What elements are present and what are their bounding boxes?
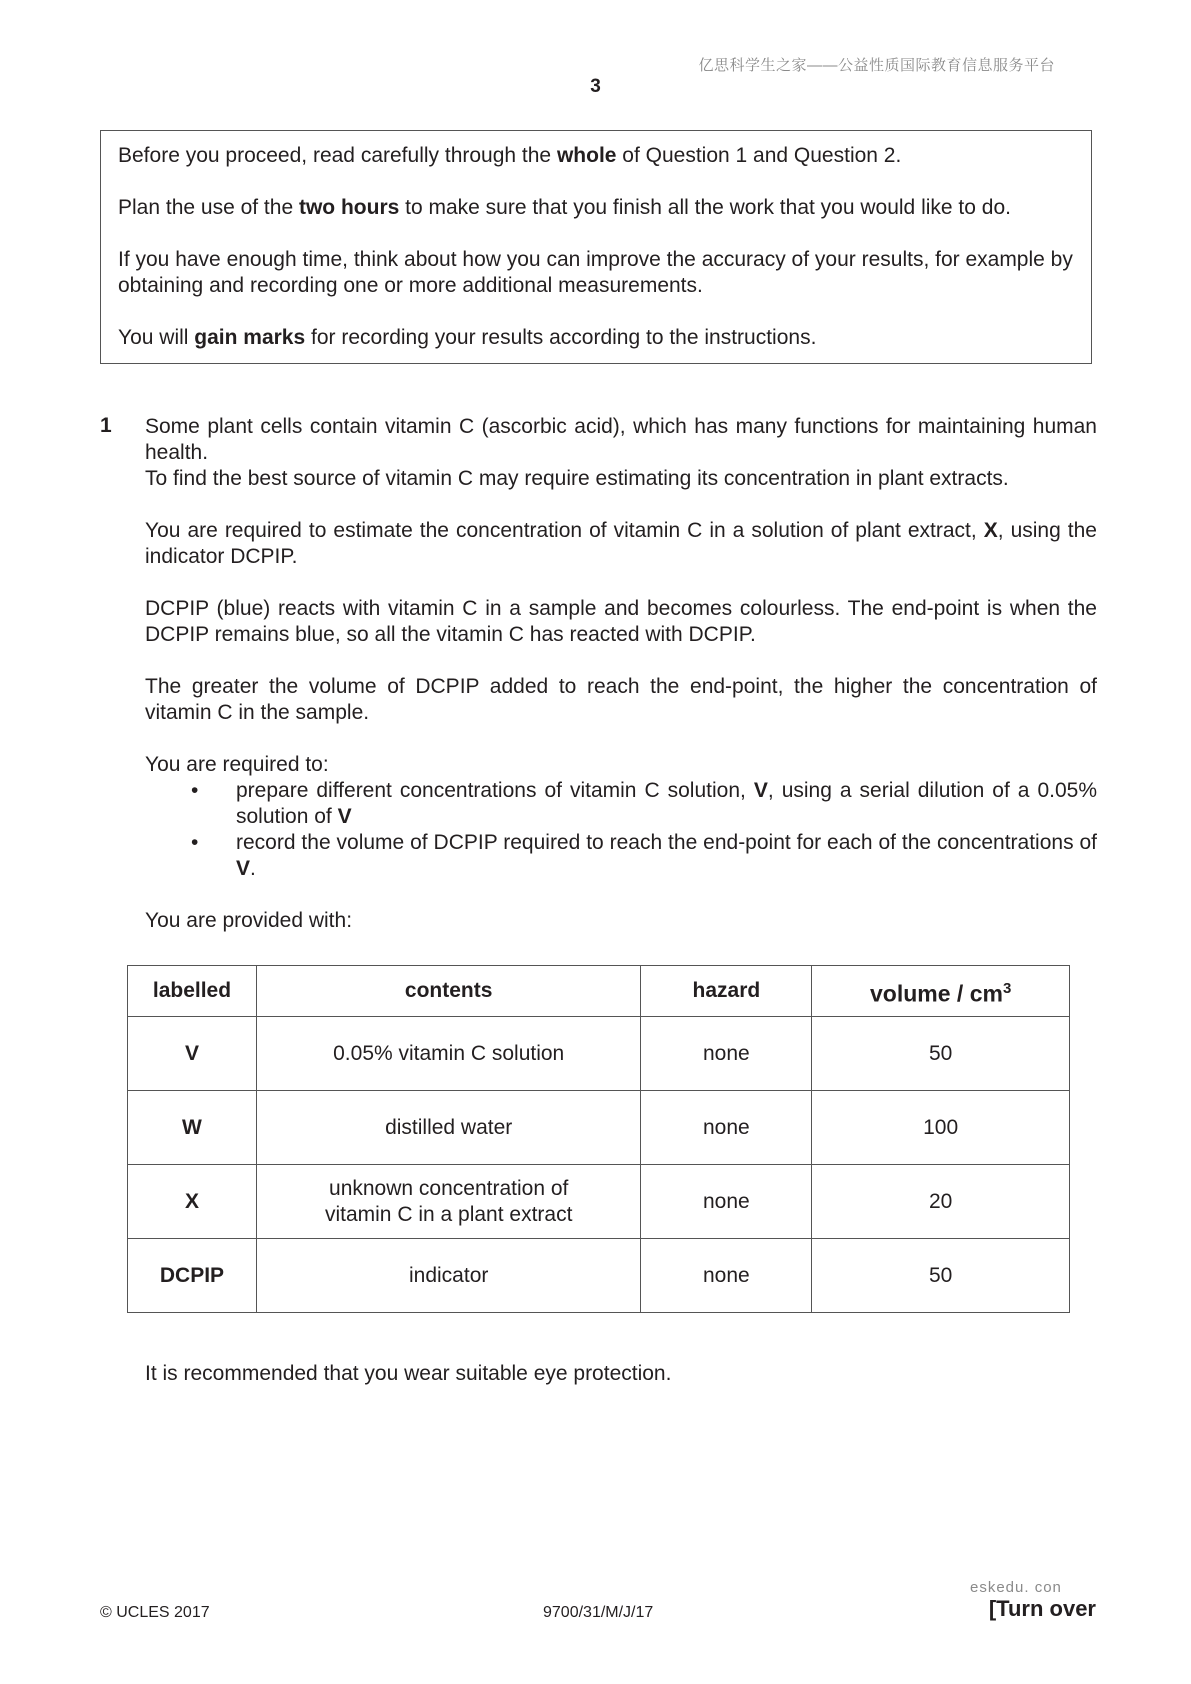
cell-contents: indicator xyxy=(256,1239,641,1313)
footer-watermark: eskedu. con xyxy=(970,1579,1062,1596)
question-task: You are required to estimate the concentration of vitamin C in a solution of plant extract, X, using the indicator DCPIP. xyxy=(145,519,1097,568)
footer-paper-code: 9700/31/M/J/17 xyxy=(543,1604,654,1621)
instruction-gain-marks: You will gain marks for recording your results according to the instructions. xyxy=(118,326,817,349)
cell-volume: 20 xyxy=(812,1165,1070,1239)
header-watermark: 亿思科学生之家——公益性质国际教育信息服务平台 xyxy=(698,57,1055,74)
footer-copyright: © UCLES 2017 xyxy=(100,1604,210,1621)
cell-hazard: none xyxy=(641,1017,812,1091)
question-intro: Some plant cells contain vitamin C (ascorbic acid), which has many functions for maintaining human health. xyxy=(145,415,1097,464)
instruction-accuracy: If you have enough time, think about how you can improve the accuracy of your results, for example by obtaining and recording one or more additional measurements. xyxy=(118,248,1073,297)
required-list xyxy=(145,778,1097,882)
cell-labelled: X xyxy=(128,1165,257,1239)
question-volume-info: The greater the volume of DCPIP added to reach the end-point, the higher the concentration of vitamin C in the sample. xyxy=(145,675,1097,724)
cell-volume: 100 xyxy=(812,1091,1070,1165)
cell-labelled: DCPIP xyxy=(128,1239,257,1313)
instructions-box xyxy=(100,130,1092,364)
turn-over-label: [Turn over xyxy=(988,1596,1096,1621)
list-item: • record the volume of DCPIP required to reach the end-point for each of the concentrations of V. xyxy=(191,831,1097,880)
column-header-hazard: hazard xyxy=(641,966,812,1017)
question-body xyxy=(145,414,1097,934)
column-header-volume: volume / $cm^3$ xyxy=(812,966,1070,1017)
cell-labelled: W xyxy=(128,1091,257,1165)
instruction-plan-time: Plan the use of the two hours to make sure that you finish all the work that you would like to do. xyxy=(118,196,1011,219)
table-row xyxy=(128,1017,1070,1091)
eye-protection-note: It is recommended that you wear suitable eye protection. xyxy=(145,1362,672,1385)
cell-volume: 50 xyxy=(812,1239,1070,1313)
question-number: 1 xyxy=(100,414,112,437)
provided-label: You are provided with: xyxy=(145,909,353,932)
question-intro-source: To find the best source of vitamin C may require estimating its concentration in plant extracts. xyxy=(145,467,1009,490)
table-row xyxy=(128,1239,1070,1313)
bullet-icon: • xyxy=(191,779,199,802)
required-label: You are required to: xyxy=(145,753,329,776)
cell-labelled: V xyxy=(128,1017,257,1091)
cell-contents: 0.05% vitamin C solution xyxy=(256,1017,641,1091)
table-row xyxy=(128,1165,1070,1239)
column-header-contents: contents xyxy=(256,966,641,1017)
table-header-row xyxy=(128,966,1070,1017)
cell-contents: distilled water xyxy=(256,1091,641,1165)
cell-hazard: none xyxy=(641,1165,812,1239)
cell-hazard: none xyxy=(641,1239,812,1313)
table-row xyxy=(128,1091,1070,1165)
question-dcpip-info: DCPIP (blue) reacts with vitamin C in a sample and becomes colourless. The end-point is when the DCPIP remains blue, so all the vitamin C has reacted with DCPIP. xyxy=(145,597,1097,646)
materials-table xyxy=(127,965,1070,1313)
list-item: • prepare different concentrations of vitamin C solution, V, using a serial dilution of a 0.05% solution of V xyxy=(191,779,1098,828)
column-header-labelled: labelled xyxy=(128,966,257,1017)
cell-volume: 50 xyxy=(812,1017,1070,1091)
page-number: 3 xyxy=(590,76,601,97)
cell-contents: unknown concentration of vitamin C in a plant extract xyxy=(256,1165,641,1239)
cell-hazard: none xyxy=(641,1091,812,1165)
bullet-icon: • xyxy=(191,831,199,854)
instruction-read-whole: Before you proceed, read carefully through the whole of Question 1 and Question 2. xyxy=(118,144,902,167)
